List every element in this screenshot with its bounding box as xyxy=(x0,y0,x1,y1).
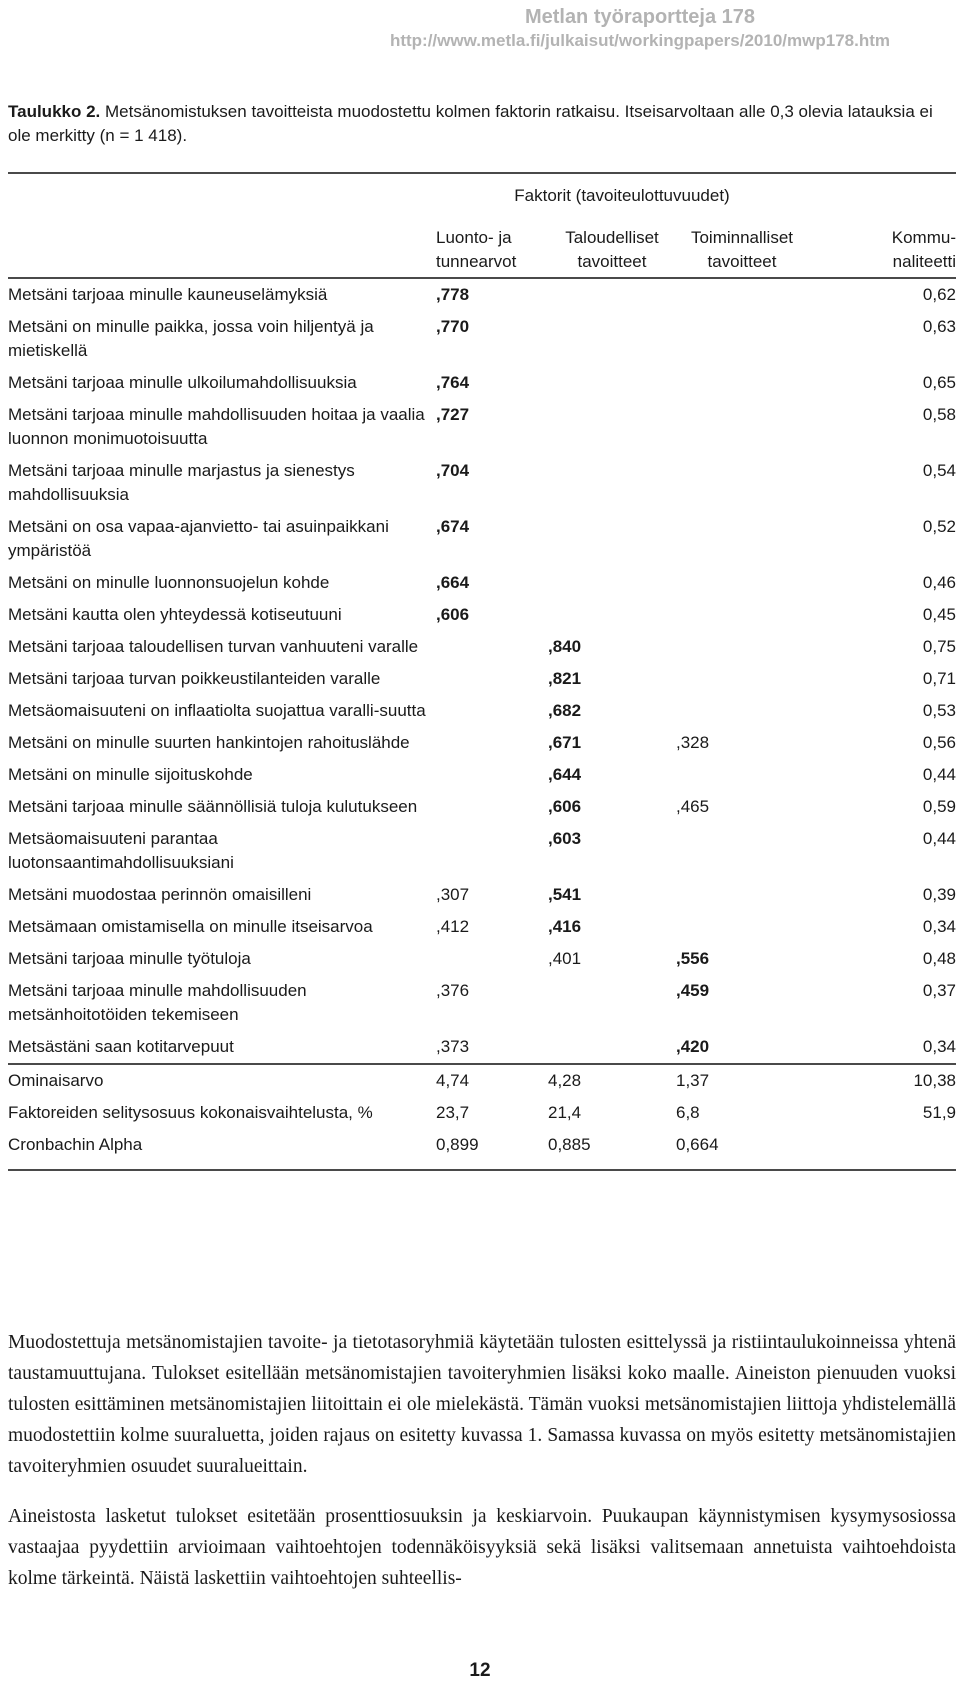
communality-value: 0,34 xyxy=(922,917,956,936)
nature-stat: 23,7 xyxy=(436,1103,470,1122)
table-row xyxy=(8,399,956,455)
row-label: Metsäni tarjoaa minulle työtuloja xyxy=(8,949,251,968)
functional-loading: ,420 xyxy=(676,1037,710,1056)
nature-loading: ,307 xyxy=(436,885,470,904)
nature-loading: ,764 xyxy=(436,373,470,392)
row-label: Metsäni tarjoaa turvan poikkeustilanteiden varalle xyxy=(8,669,381,688)
row-label: Metsäni tarjoaa minulle marjastus ja sienestys mahdollisuuksia xyxy=(8,461,355,504)
communality-value: 0,37 xyxy=(922,981,956,1000)
nature-loading: ,727 xyxy=(436,405,470,424)
nature-loading: ,704 xyxy=(436,461,470,480)
functional-loading xyxy=(676,911,808,943)
economic-loading: ,606 xyxy=(548,797,582,816)
economic-stat: 0,885 xyxy=(548,1135,591,1154)
functional-loading xyxy=(676,695,808,727)
communality-stat: 51,9 xyxy=(922,1103,956,1122)
communality-value: 0,44 xyxy=(922,829,956,848)
functional-loading xyxy=(676,278,808,311)
communality-value: 0,59 xyxy=(922,797,956,816)
table-row xyxy=(8,278,956,311)
stat-row xyxy=(8,1097,956,1129)
communality-value: 0,52 xyxy=(922,517,956,536)
stat-row xyxy=(8,1064,956,1097)
row-label: Metsäni tarjoaa minulle mahdollisuuden hoitaa ja vaalia luonnon monimuotoisuutta xyxy=(8,405,425,448)
table-row xyxy=(8,567,956,599)
table-row xyxy=(8,367,956,399)
row-label: Metsäni on minulle suurten hankintojen rahoituslähde xyxy=(8,733,410,752)
communality-value: 0,34 xyxy=(922,1037,956,1056)
functional-loading: ,465 xyxy=(676,797,710,816)
row-label: Metsäni tarjoaa minulle säännöllisiä tuloja kulutukseen xyxy=(8,797,418,816)
table-row xyxy=(8,727,956,759)
stat-label: Faktoreiden selitysosuus kokonaisvaihtelusta, % xyxy=(8,1103,373,1122)
publication-header xyxy=(390,4,890,52)
economic-loading: ,682 xyxy=(548,701,582,720)
communality-value: 0,44 xyxy=(922,765,956,784)
stat-label: Cronbachin Alpha xyxy=(8,1135,143,1154)
nature-loading: ,376 xyxy=(436,981,470,1000)
communality-value: 0,56 xyxy=(922,733,956,752)
table-row xyxy=(8,631,956,663)
functional-loading: ,459 xyxy=(676,981,710,1000)
functional-stat: 6,8 xyxy=(676,1103,700,1122)
communality-value: 0,39 xyxy=(922,885,956,904)
nature-loading xyxy=(436,791,548,823)
table-row xyxy=(8,911,956,943)
table-row xyxy=(8,975,956,1031)
table-row xyxy=(8,759,956,791)
body-text xyxy=(8,1327,956,1594)
nature-loading: ,674 xyxy=(436,517,470,536)
table-row xyxy=(8,311,956,367)
functional-loading xyxy=(676,663,808,695)
row-label: Metsäni tarjoaa taloudellisen turvan vanhuuteni varalle xyxy=(8,637,419,656)
stat-row xyxy=(8,1129,956,1170)
economic-stat: 21,4 xyxy=(548,1103,582,1122)
functional-loading xyxy=(676,399,808,455)
functional-loading xyxy=(676,367,808,399)
stat-label: Ominaisarvo xyxy=(8,1071,104,1090)
nature-loading: ,373 xyxy=(436,1037,470,1056)
communality-value: 0,46 xyxy=(922,573,956,592)
economic-loading xyxy=(548,567,676,599)
nature-loading: ,412 xyxy=(436,917,470,936)
functional-loading xyxy=(676,631,808,663)
functional-loading xyxy=(676,511,808,567)
functional-loading: ,556 xyxy=(676,949,710,968)
factor-group-header: Faktorit (tavoiteulottuvuudet) xyxy=(514,186,730,205)
economic-loading: ,840 xyxy=(548,637,582,656)
table-row xyxy=(8,695,956,727)
functional-stat: 0,664 xyxy=(676,1135,719,1154)
nature-loading xyxy=(436,631,548,663)
table-caption-text: Metsänomistuksen tavoitteista muodostettu kolmen faktorin ratkaisu. Itseisarvoltaan alle 0,3 olevia latauksia ei ole merkitty (n = 1 418). xyxy=(8,102,933,145)
table-row xyxy=(8,455,956,511)
row-label: Metsäomaisuuteni parantaa luotonsaantimahdollisuuksiani xyxy=(8,829,234,872)
column-header-economic: Taloudelliset tavoitteet xyxy=(565,228,659,271)
nature-loading: ,664 xyxy=(436,573,470,592)
economic-loading: ,821 xyxy=(548,669,582,688)
nature-loading xyxy=(436,695,548,727)
communality-stat xyxy=(808,1129,956,1170)
economic-loading xyxy=(548,311,676,367)
economic-stat: 4,28 xyxy=(548,1071,582,1090)
row-label: Metsäni tarjoaa minulle kauneuselämyksiä xyxy=(8,285,328,304)
nature-loading xyxy=(436,823,548,879)
economic-loading xyxy=(548,975,676,1031)
nature-loading: ,778 xyxy=(436,285,470,304)
row-label: Metsämaan omistamisella on minulle itseisarvoa xyxy=(8,917,373,936)
column-header-nature: Luonto- ja tunnearvot xyxy=(436,228,517,271)
row-label: Metsäni on minulle luonnonsuojelun kohde xyxy=(8,573,330,592)
table-row xyxy=(8,823,956,879)
nature-stat: 4,74 xyxy=(436,1071,470,1090)
row-label: Metsäomaisuuteni on inflaatiolta suojattua varalli-suutta xyxy=(8,701,426,720)
table-caption xyxy=(8,100,956,148)
row-label: Metsäni on osa vapaa-ajanvietto- tai asuinpaikkani ympäristöä xyxy=(8,517,389,560)
economic-loading: ,541 xyxy=(548,885,582,904)
economic-loading xyxy=(548,511,676,567)
economic-loading: ,671 xyxy=(548,733,582,752)
column-header-functional: Toiminnalliset tavoitteet xyxy=(690,228,794,271)
nature-loading xyxy=(436,943,548,975)
economic-loading: ,603 xyxy=(548,829,582,848)
nature-loading: ,606 xyxy=(436,605,470,624)
row-label: Metsäni kautta olen yhteydessä kotiseutuuni xyxy=(8,605,342,624)
nature-loading xyxy=(436,727,548,759)
page-number: 12 xyxy=(469,1660,491,1681)
economic-loading xyxy=(548,367,676,399)
economic-loading xyxy=(548,1031,676,1064)
functional-loading xyxy=(676,759,808,791)
nature-loading: ,770 xyxy=(436,317,470,336)
table-caption-label: Taulukko 2. xyxy=(8,102,101,121)
economic-loading xyxy=(548,278,676,311)
communality-value: 0,65 xyxy=(922,373,956,392)
row-label: Metsäni on minulle sijoituskohde xyxy=(8,765,253,784)
communality-stat: 10,38 xyxy=(913,1071,956,1090)
table-row xyxy=(8,1031,956,1064)
row-label: Metsäni tarjoaa minulle ulkoilumahdollisuuksia xyxy=(8,373,357,392)
row-label: Metsäni muodostaa perinnön omaisilleni xyxy=(8,885,312,904)
economic-loading xyxy=(548,399,676,455)
communality-value: 0,63 xyxy=(922,317,956,336)
nature-loading xyxy=(436,759,548,791)
nature-loading xyxy=(436,663,548,695)
row-label: Metsäni on minulle paikka, jossa voin hiljentyä ja mietiskellä xyxy=(8,317,374,360)
functional-loading xyxy=(676,455,808,511)
factor-table xyxy=(8,173,956,1171)
economic-loading: ,644 xyxy=(548,765,582,784)
table-row xyxy=(8,511,956,567)
communality-value: 0,53 xyxy=(922,701,956,720)
publication-url[interactable]: http://www.metla.fi/julkaisut/workingpapers/2010/mwp178.htm xyxy=(389,31,890,50)
communality-value: 0,62 xyxy=(922,285,956,304)
series-title: Metlan työraportteja 178 xyxy=(524,6,756,28)
column-header-communality: Kommu- naliteetti xyxy=(891,228,956,271)
functional-loading xyxy=(676,879,808,911)
economic-loading xyxy=(548,455,676,511)
body-paragraph-2: Aineistosta lasketut tulokset esitetään prosenttiosuuksin ja keskiarvoin. Puukaupan käynnistymisen kysymysosiossa vastaajaa pyydettiin arvioimaan vaihtoehtojen todennäköisyyksiä sekä lisäksi valitsemaan annetuista vaihtoehdoista kolme tärkeintä. Näistä laskettiin vaihtoehtojen suhteellis- xyxy=(8,1506,956,1589)
table-row xyxy=(8,879,956,911)
row-label: Metsästäni saan kotitarvepuut xyxy=(8,1037,234,1056)
functional-stat: 1,37 xyxy=(676,1071,710,1090)
functional-loading xyxy=(676,823,808,879)
communality-value: 0,75 xyxy=(922,637,956,656)
communality-value: 0,48 xyxy=(922,949,956,968)
economic-loading: ,416 xyxy=(548,917,582,936)
economic-loading xyxy=(548,599,676,631)
communality-value: 0,71 xyxy=(922,669,956,688)
functional-loading xyxy=(676,599,808,631)
communality-value: 0,58 xyxy=(922,405,956,424)
row-label: Metsäni tarjoaa minulle mahdollisuuden metsänhoitotöiden tekemiseen xyxy=(8,981,307,1024)
body-paragraph-1: Muodostettuja metsänomistajien tavoite- ja tietotasoryhmiä käytetään tulosten esittelyssä ja ristiintaulukoinneissa yhtenä taustamuuttujana. Tulokset esitellään metsänomistajien tavoiteryhmien lisäksi koko maalle. Aineiston pienuuden vuoksi tulosten esittäminen metsänomistajien liitoittain ei ole mielekästä. Tämän vuoksi metsänomistajien liittoja yhdistelemällä muodostettiin kolme suuraluetta, joiden rajaus on esitetty kuvassa 1. Samassa kuvassa on myös esitetty metsänomistajien tavoiteryhmien osuudet suuralueittain. xyxy=(8,1332,956,1477)
communality-value: 0,45 xyxy=(922,605,956,624)
communality-value: 0,54 xyxy=(922,461,956,480)
table-row xyxy=(8,599,956,631)
nature-stat: 0,899 xyxy=(436,1135,479,1154)
economic-loading: ,401 xyxy=(548,949,582,968)
functional-loading xyxy=(676,311,808,367)
table-row xyxy=(8,663,956,695)
table-row xyxy=(8,943,956,975)
functional-loading: ,328 xyxy=(676,733,710,752)
table-row xyxy=(8,791,956,823)
functional-loading xyxy=(676,567,808,599)
